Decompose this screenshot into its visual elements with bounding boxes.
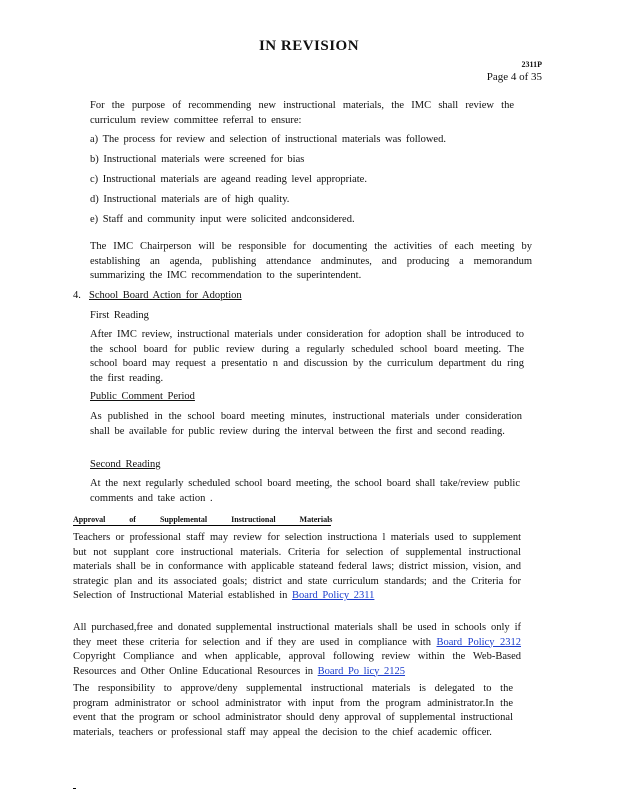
section-number: 4. [73, 290, 81, 301]
imc-chairperson-paragraph: The IMC Chairperson will be responsible for documenting the activities of each meeting by establishing an agenda, publishing attendance andminutes, and producing a memorandum summarizing the IMC recommendation to the superintendent. [90, 241, 532, 281]
criteria-item-a: a) The process for review and selection of instructional materials was followed. [90, 134, 446, 145]
policy-number: 2311P [521, 60, 542, 69]
criteria-item-e: e) Staff and community input were solicited andconsidered. [90, 214, 355, 225]
section-heading-board-action: School Board Action for Adoption [89, 290, 242, 301]
supplemental-purchased-text-b: Copyright Compliance and when applicable, approval following review within the Web-Based Resources and Other Online Educational Resources in [73, 651, 521, 677]
board-policy-2125-link[interactable]: Board Po licy 2125 [317, 665, 406, 677]
first-reading-heading: First Reading [90, 310, 149, 321]
criteria-item-c: c) Instructional materials are ageand reading level appropriate. [90, 174, 367, 185]
public-comment-heading: Public Comment Period [90, 391, 195, 402]
second-reading-paragraph: At the next regularly scheduled school board meeting, the school board shall take/review public comments and take action . [90, 478, 520, 504]
criteria-item-b: b) Instructional materials were screened for bias [90, 154, 305, 165]
imc-review-intro: For the purpose of recommending new instructional materials, the IMC shall review the curriculum review committee referral to ensure: [90, 100, 514, 126]
supplemental-heading: Approval of Supplemental Instructional Materials [73, 515, 333, 524]
footer-mark [73, 788, 76, 789]
supplemental-purchased-paragraph [73, 621, 521, 679]
page-title: IN REVISION [258, 38, 360, 54]
supplemental-criteria-paragraph [73, 531, 521, 604]
supplemental-purchased-text-a: All purchased,free and donated supplemental instructional materials shall be used in schools only if they meet these criteria for selection and if they are used in compliance with [73, 622, 521, 648]
supplemental-criteria-text: Teachers or professional staff may review for selection instructiona l materials used to supplement but not supplant core instructional materials. Criteria for selection of supplemental instructional materials shall be in conformance with applicable stateand federal laws; district mission, vision, and strategic plan and its associated goals; district and state curriculum standards; and the Criteria for Selection of Instructional Material established in [73, 532, 521, 601]
board-policy-2311-link[interactable]: Board Policy 2311 [292, 590, 375, 601]
second-reading-heading: Second Reading [90, 459, 161, 470]
supplemental-heading-underline [73, 525, 331, 526]
public-comment-paragraph: As published in the school board meeting minutes, instructional materials under consideration shall be available for public review during the interval between the first and second reading. [90, 411, 522, 437]
supplemental-responsibility-paragraph: The responsibility to approve/deny supplemental instructional materials is delegated to the program administrator or school administrator with input from the program administrator.In the event that the program or school administrator should deny approval of supplemental instructional materials, teachers or professional staff may appeal the decision to the chief academic officer. [73, 683, 513, 738]
page-indicator: Page 4 of 35 [486, 71, 542, 83]
board-policy-2312-link[interactable]: Board Policy 2312 [436, 636, 522, 648]
criteria-item-d: d) Instructional materials are of high quality. [90, 194, 290, 205]
first-reading-paragraph: After IMC review, instructional materials under consideration for adoption shall be introduced to the school board for public review during a regularly scheduled school board meeting. The school board may request a presentatio n and discussion by the curriculum department du ring the first reading. [90, 329, 524, 384]
